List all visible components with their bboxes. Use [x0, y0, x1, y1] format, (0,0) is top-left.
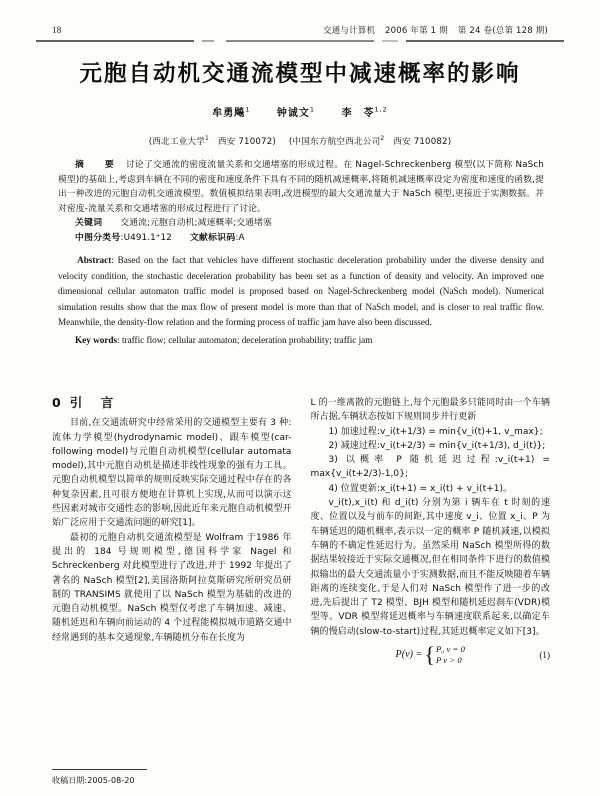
affiliation-marker: 1 [205, 135, 210, 143]
section-heading [52, 396, 292, 410]
equation-brace: { [424, 642, 435, 668]
equation-case: P₀ v = 0 [435, 644, 465, 655]
abstract-en-text: Based on the fact that vehicles have different stochastic deceleration probability under the diverse density and velocity condition, the stochastic deceleration probability has been set as a function of density and velocity. An improved one dimensional cellular automaton traffic model is proposed based on Nagel-Schreckenberg model (NaSch model). Numerical simulation results show that the max flow of present model is more than that of NaSch model, and is closer to real traffic flow. Meanwhile, the density-flow relation and the forming process of traffic jam have also been discussed. [58, 255, 545, 327]
section-title: 引 言 [69, 395, 117, 410]
affiliation-marker: 2 [380, 135, 385, 143]
affiliation-list [0, 135, 600, 147]
equation-lhs: P(v) = [395, 648, 423, 660]
affiliation-name: (中国东方航空西北公司 [288, 137, 381, 147]
journal-volume: 第 24 卷(总第 128 期) [457, 26, 548, 36]
doc-code-label: 文献标识码 [189, 233, 236, 244]
abstract-en-label: Abstract [77, 255, 112, 266]
paragraph: L 的一维离散的元胞链上,每个元胞最多只能同时由一个车辆所占据,车辆状态按如下规则同步并行更新 [310, 398, 550, 423]
header-rule-segment [226, 40, 374, 42]
author [341, 105, 388, 119]
author-affil-marker: 1,2 [374, 105, 388, 114]
equation-case: P v > 0 [435, 655, 462, 666]
equation-body [396, 644, 465, 666]
footnote-rule [52, 769, 147, 770]
journal-name: 交通与计算机 [322, 26, 376, 36]
equation-cases [436, 644, 465, 666]
keywords-cn-text: 交通流;元胞自动机;减速概率;交通堵塞 [120, 218, 272, 229]
column-left [52, 396, 292, 762]
received-date: 2005-08-20 [87, 776, 135, 785]
journal-issue: 2006 年第 1 期 [385, 26, 448, 36]
abstract-en: Abstract: Based on the fact that vehicles have different stochastic deceleration probability under the diverse density and velocity condition, the stochastic deceleration probability has been set as a function of density and velocity. An improved one dimensional cellular automaton traffic model is proposed based on Nagel-Schreckenberg model (NaSch model). Numerical simulation results show that the max flow of present model is more than that of NaSch model, and is closer to real traffic flow. Meanwhile, the density-flow relation and the forming process of traffic jam have also been discussed. [58, 255, 545, 327]
clc-value: U491.1⁺12 [123, 233, 172, 244]
keywords-cn-line [75, 216, 544, 231]
keywords-en-label: Key words [75, 335, 118, 346]
author-name: 李 苓 [341, 108, 375, 119]
section-number: 0 [52, 395, 61, 410]
header-rule-segment [382, 40, 398, 42]
equation-number: (1) [539, 649, 550, 660]
rule-step: 3) 以概率 P 随机延迟过程:v_i(t+1) = max{v_i(t+2/3)-1,0}; [310, 455, 550, 480]
clc-label: 中图分类号 [75, 233, 121, 244]
keywords-en-text: traffic flow; cellular automaton; deceleration probability; traffic jam [121, 335, 373, 346]
affiliation-name: (西北工业大学 [148, 137, 206, 147]
abstract-cn [58, 158, 544, 216]
abstract-cn-label: 摘 要 [75, 160, 120, 170]
abstract-cn-text: 讨论了交通流的密度流量关系和交通堵塞的形成过程。在 Nagel-Schreckenberg 模型(以下简称 NaSch 模型)的基础上,考虑到车辆在不同的密度和速度条件下具有不同的随机减速概率,将随机减速概率设定为密度和速度的函数,提出一种改进的元胞自动机交通流模型。数值模拟结果表明,改进模型的最大交通流量大于 NaSch 模型,更接近于实测数据。并对密度-流量关系和交通堵塞的形成过程进行了讨论。 [58, 160, 544, 214]
author [212, 105, 251, 119]
rule-step: 1) 加速过程:v_i(t+1/3) = min{v_i(t)+1, v_max}; [328, 426, 543, 437]
header-rule [36, 39, 564, 43]
doc-code-value: A [238, 233, 245, 244]
affiliation [289, 137, 451, 147]
received-label: 收稿日期 [52, 776, 85, 785]
abstract-block [58, 158, 544, 349]
header-rule-segment [202, 40, 214, 42]
author-name: 钟诚文 [276, 108, 310, 119]
affiliation [149, 137, 276, 147]
author [276, 105, 315, 119]
equation-1 [311, 644, 551, 666]
paragraph: v_i(t),x_i(t) 和 d_i(t) 分别为第 i 辆车在 t 时刻的速度、位置以及与前车的间距,其中速度 v_i、位置 x_i、P 为车辆延迟的随机概率,表示以一定的概率 P 随机减速,以模拟车辆的不确定性延迟行为。虽然采用 NaSch 模型所得的数据结果较接近于实际交通概况,但在相同条件下进行的数值模拟输出的最大交通流量小于实测数据,而且不能反映随着车辆距离的连续变化,于是人们对 NaSch 模型作了进一步的改进,先后提出了 T2 模型、BJH 模型和随机延迟刹车(VDR)模型等。VDR 模型将延迟概率与车辆速度联系起来,以确定车辆的慢启动(slow-to-start)过程,其延迟概率定义如下[3]。 [310, 498, 550, 637]
page-folio: 18 [52, 25, 62, 35]
header-rule-segment [406, 40, 564, 42]
affiliation-address: 西安 710082) [384, 137, 452, 147]
author-list [0, 104, 600, 119]
classification-line: 中图分类号:U491.1⁺12 文献标识码:A [75, 233, 245, 244]
rule-step: 4) 位置更新:x_i(t+1) = x_i(t) + v_i(t+1)。 [328, 483, 513, 494]
column-right [311, 396, 551, 762]
article-title: 元胞自动机交通流模型中减速概率的影响 [79, 61, 521, 87]
author-affil-marker: 1 [309, 105, 315, 114]
body-columns [52, 396, 550, 762]
affiliation-address: 西安 710072) [209, 137, 276, 147]
rule-step: 2) 减速过程:v_i(t+2/3) = min{v_i(t+1/3), d_i(t)}; [328, 440, 546, 451]
received-date-note: 收稿日期:2005-08-20 [52, 776, 135, 785]
header-rule-segment [36, 40, 194, 42]
author-affil-marker: 1 [245, 105, 251, 114]
paragraph: 最初的元胞自动机交通流模型是 Wolfram 于1986 年提出的 184 号规则模型,德国科学家 Nagel 和 Schreckenberg 对此模型进行了改进,并于 1992 年提出了著名的 NaSch 模型[2],美国洛斯阿拉莫斯研究所研究员研制的 TRANSIMS 就使用了以 NaSch 模型为基础的改进的元胞自动机模型。NaSch 模型仅考虑了车辆加速、减速、随机延迟和车辆向前运动的 4 个过程能模拟城市道路交通中经常遇到的基本交通现象,车辆随机分布在长度为 [52, 532, 292, 643]
running-head [52, 24, 548, 38]
paragraph: 目前,在交通流研究中经常采用的交通模型主要有 3 种:流体力学模型(hydrodynamic model)、跟车模型(car-following model)与元胞自动机模型(cellular automata model),其中元胞自动机是描述非线性现象的强有力工具。元胞自动机模型以简单的规则反映实际交通过程中存在的各种复杂因素,且可很方便地在计算机上实现,从而可以演示这些因素对城市交通性态的影响,因此近年来元胞自动机模型开始广泛应用于交通流问题的研究[1]。 [52, 418, 292, 529]
author-name: 牟勇飚 [212, 108, 246, 119]
journal-header [323, 24, 548, 36]
keywords-cn-label: 关键词 [75, 218, 103, 229]
keywords-en-line: Key words: traffic flow; cellular automaton; deceleration probability; traffic jam [75, 335, 373, 346]
